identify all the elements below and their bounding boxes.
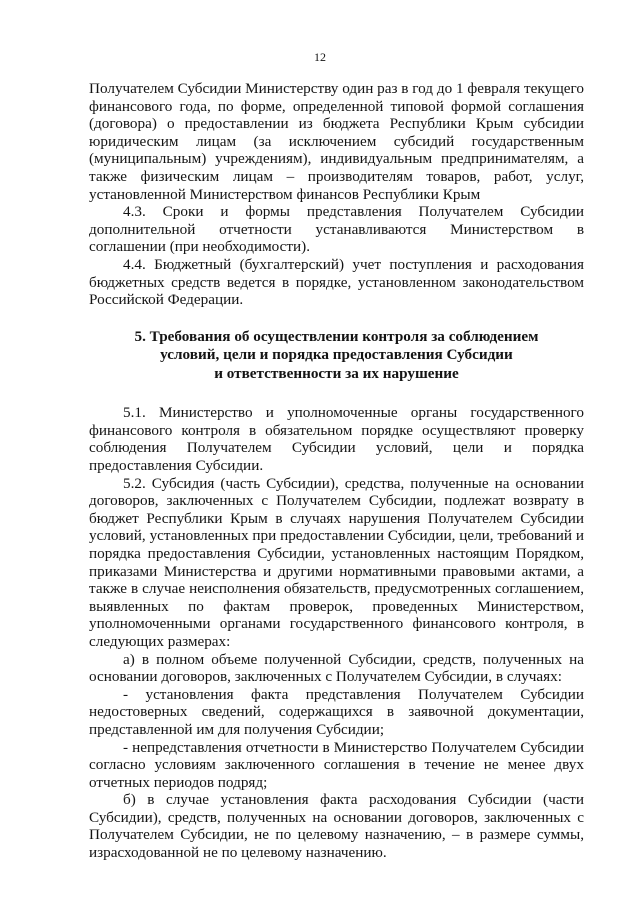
section-heading-line: 5. Требования об осуществлении контроля за соблюдением [134, 327, 539, 345]
item-a: а) в полном объеме полученной Субсидии, средств, полученных на основании договоров, заключенных с Получателем Субсидии, в случаях: [89, 650, 584, 686]
intro-paragraph: Получателем Субсидии Министерству один раз в год до 1 февраля текущего финансового года, по форме, определенной типовой формой соглашения (договора) о предоставлении из бюджета Республики Крым субсидии юридическим лицам (за исключением субсидий государственным (муниципальным) учреждениям), индивидуальным предпринимателям, а также физическим лицам – производителям товаров, работ, услуг, установленной Министерством финансов Республики Крым [89, 80, 584, 203]
clause-5-1: 5.1. Министерство и уполномоченные органы государственного финансового контроля в обязательном порядке осуществляют проверку соблюдения Получателем Субсидии условий, цели и порядка предоставления Субсидии. [89, 404, 584, 474]
section-heading-line: условий, цели и порядка предоставления Субсидии [160, 346, 513, 364]
clause-4-4: 4.4. Бюджетный (бухгалтерский) учет поступления и расходования бюджетных средств ведется в порядке, установленном законодательством Российской Федерации. [89, 255, 584, 309]
clause-5-2: 5.2. Субсидия (часть Субсидии), средства, полученные на основании договоров, заключенных с Получателем Субсидии, подлежат возврату в бюджет Республики Крым в случаях нарушения Получателем Субсидии условий, установленных при предоставлении Субсидии, цели, требований и порядка предоставления Субсидии, установленных настоящим Порядком, приказами Министерства и другими нормативными правовыми актами, а также в случае неисполнения обязательств, предусмотренных соглашением, выявленных по фактам проверок, проведенных Министерством, уполномоченными органами государственного финансового контроля, в следующих размерах: [89, 474, 584, 650]
page-number: 12 [314, 50, 326, 64]
clause-4-3: 4.3. Сроки и формы представления Получателем Субсидии дополнительной отчетности устанавливаются Министерством в соглашении (при необходимости). [89, 203, 584, 256]
document-body [89, 80, 584, 862]
section-5-heading [89, 328, 584, 384]
item-a-dash-1: - установления факта представления Получателем Субсидии недостоверных сведений, содержащихся в заявочной документации, представленной им для получения Субсидии; [89, 685, 584, 738]
item-a-dash-2: - непредставления отчетности в Министерство Получателем Субсидии согласно условиям заключенного соглашения в течение не менее двух отчетных периодов подряд; [89, 738, 584, 791]
section-heading-line: и ответственности за их нарушение [214, 364, 459, 382]
item-b: б) в случае установления факта расходования Субсидии (части Субсидии), средств, полученных на основании договоров, заключенных с Получателем Субсидии, не по целевому назначению, – в размере суммы, израсходованной не по целевому назначению. [89, 791, 584, 862]
